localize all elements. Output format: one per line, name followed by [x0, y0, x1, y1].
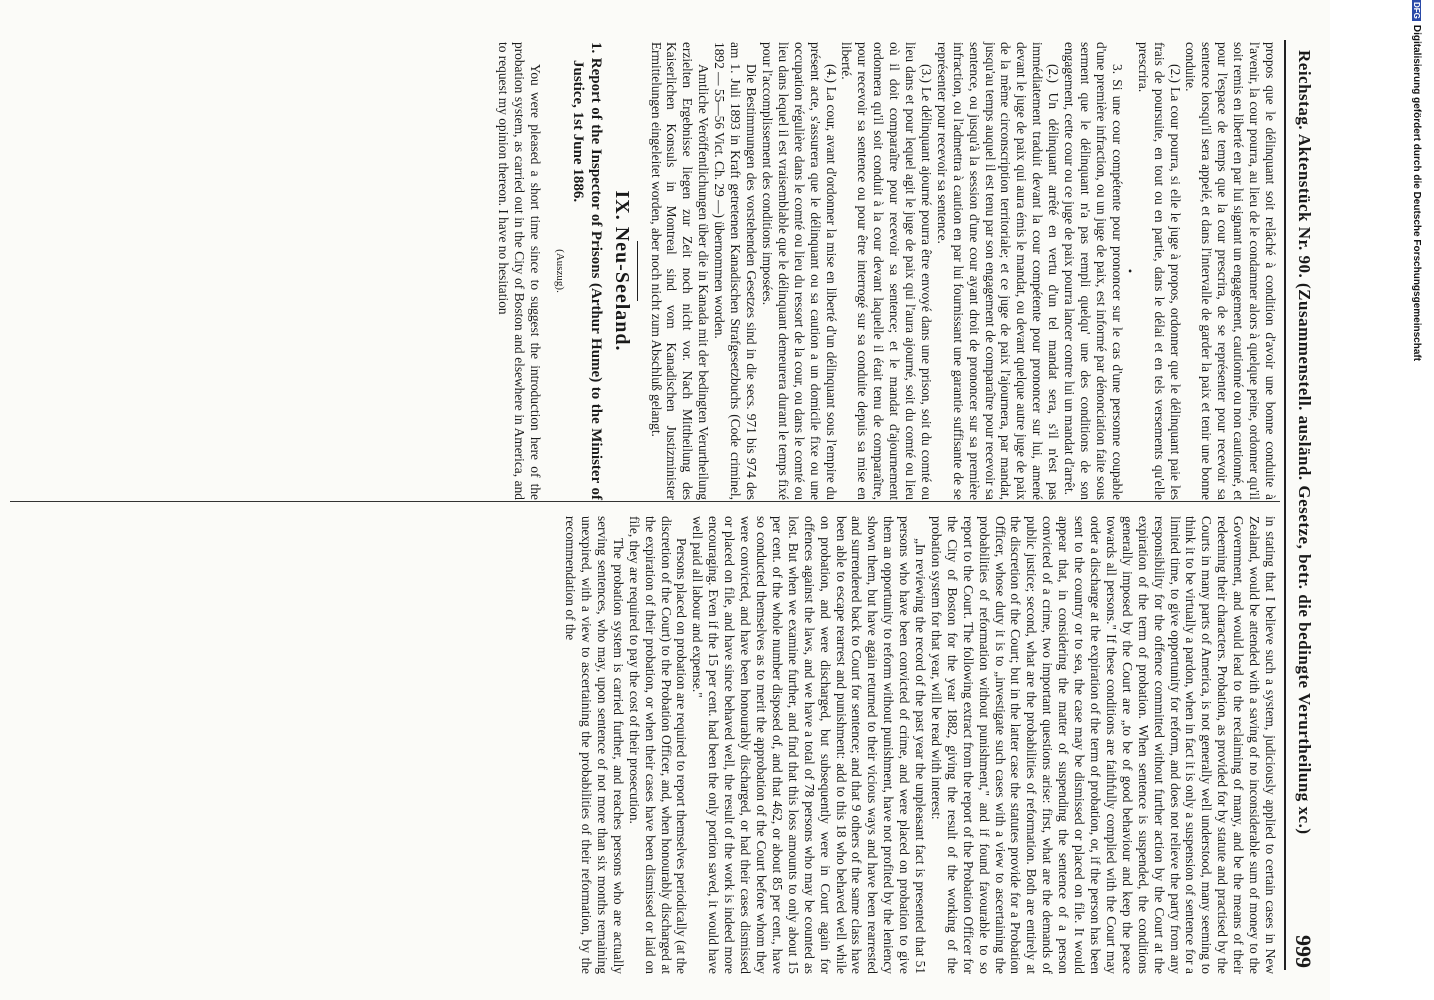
header-rule	[1284, 40, 1286, 970]
paragraph: You were pleased a short time since to suggest the introduction here of the probation system, as carried out in the City of Boston and elsewhere in America, and to request my opinion thereon. I have no hesitation	[496, 42, 543, 500]
paragraph: (4.) La cour, avant d'ordonner la mise en liberté d'un délinquant sous l'empire du présent acte, s'assurera que le délinquant ou sa caution a un domicile fixe ou une occupation régulière dans le comté ou lieu du ressort de la cour, ou dans le comté ou lieu dans lequel il est vraisemblable que le délinquant demeurera durant le temps fixé pour l'accomplissement des conditions imposées.	[759, 42, 839, 500]
paragraph: in stating that I believe such a system, judiciously applied to certain cases in New Zealand, would be attended with a saving of no inconsiderable sum of money to the Government, and would lead to the reclaiming of many, and be the means of their redeeming their characters. Probation, as provided for by statute and practised by the Courts in many parts of America, is not generally well understood, many seeming to think it to be virtually a pardon, when in fact it is only a suspension of sentence for a limited time, to give opportunity for reform, and does not relieve the party from any responsibility for the offence committed without further action by the Court at the expiration of the term of probation. When sentence is suspended, the conditions generally imposed by the Court are „to be of good behaviour and keep the peace towards all persons." If these conditions are faithfully complied with the Court may order a discharge at the expiration of the term of probation, or, if the person has been sent to the country or to sea, the case may be dismissed or placed on file. It would appear that, in considering the matter of suspending the sentence of a person convicted of a crime, two important questions arise: first, what are the demands of public justice; second, what are the probabilities of reformation. Both are entirely at the discretion of the Court; but in the latter case the statutes provide for a Probation Officer, whose duty it is to „investigate such cases with a view to ascertaining the probabilities of reformation without punishment," and if found favourable to so report to the Court. The following extract from the report of the Probation Officer for the City of Boston for the year 1882, giving the result of the working of the probation system for that year, will be read with interest:	[928, 516, 1278, 974]
separator-dot: •	[1122, 268, 1137, 274]
paragraph: Persons placed on probation are required to report themselves periodically (at the discretion of the Court) to the Probation Officer, and, when honourably discharged at the expiration of their probation, or when their cases have been dismissed or laid on file, they are required to pay the cost of their prosecution.	[626, 516, 690, 974]
paragraph: The probation system is carried further, and reaches persons who are actually serving sentences, who may, upon sentence of not more than six months remaining unexpired, with a view to ascertaining the probabilities of their reformation, by the recommendation of the	[563, 516, 626, 974]
paragraph: „In reviewing the record of the past year the unpleasant fact is presented that 51 persons who have been convicted of crime, and were placed on probation to give them an opportunity to reform without punishment, have not profited by the leniency shown them, but have again returned to their vicious ways and have been rearrested and surrendered back to Court for sentence; and that 9 others of the same class have been able to escape rearrest and punishment: add to this 18 who behaved well while on probation, and were discharged, but subsequently were in Court again for offences against the laws, and we have a total of 78 persons who may be counted as lost. But when we examine further, and find that this loss amounts to only about 15 per cent. of the whole number disposed of, and that 462, or about 85 per cent., have so conducted themselves as to merit the approbation of the Court before whom they were convicted, and have been honourably discharged, or had their cases dismissed or placed on file, and have since behaved well, the result of the work is indeed more encouraging. Even if the 15 per cent. had been the only portion saved, it would have well paid all labour and expense."	[690, 516, 929, 974]
page-number: 999	[1291, 935, 1316, 968]
left-column	[495, 42, 1278, 500]
report-title: 1. Report of the Inspector of Prisons (Arthur Hume) to the Minister of Justice, 1st June 1886.	[569, 42, 604, 500]
running-title: Reichstag. Aktenstück Nr. 90. (Zusammenstell. ausländ. Gesetze, betr. die bedingte Verurtheilung xc.)	[1295, 50, 1314, 835]
page-header	[1284, 0, 1318, 1000]
digitization-credit	[1400, 0, 1434, 1000]
paragraph: propos que le délinquant soit relâché à condition d'avoir une bonne conduite à l'avenir, la cour pourra, au lieu de le condamner alors à quelque peine, ordonner qu'il soit remis en liberté en par lui signant un engagement, cautionné ou non cautionné, et pour l'espace de temps que la cour prescrira, de se représenter pour recevoir sa sentence lorsqu'il sera appelé, et dans l'intervalle de garder la paix et tenir une bonne conduite.	[1183, 42, 1278, 500]
dfg-logo: DFG	[1412, 2, 1422, 19]
paragraph: (3.) Le délinquant ajourné pourra être envoyé dans une prison, soit du comté ou lieu dans et pour lequel agit le juge de paix qui l'aura ajourné, soit du comté ou lieu où il doit comparaître pour recevoir sa sentence; et le mandat d'ajournement ordonnera qu'il soit conduit à la cour devant laquelle il était tenu de comparaître, pour recevoir sa sentence ou pour être interrogé sur sa conduite depuis sa mise en liberté.	[839, 42, 934, 500]
paragraph: (2.) Un délinquant arrêté en vertu d'un tel mandat sera, s'il n'est pas immédiatement traduit devant la cour compétente pour prononcer sur lui, amené devant le juge de paix qui aura émis le mandat, ou devant quelque autre juge de paix de la même circonscription territoriale; et ce juge de paix l'ajournera, par mandat, jusqu'au temps auquel il est tenu par son engagement de comparaître pour recevoir sa sentence, ou jusqu'à la session d'une cour ayant droit de prononcer sur sa première infraction, ou l'admettra à caution en par lui fournissant une garantie suffisante de se représenter pour recevoir sa sentence.	[934, 42, 1062, 500]
section-rule	[637, 241, 638, 301]
paragraph: 3. Si une cour compétente pour prononcer sur le cas d'une personne coupable d'une première infraction, ou un juge de paix, est informé par dénonciation faite sous serment que le délinquant n'a pas rempli quelqu' une des conditions de son engagement, cette cour ou ce juge de paix pourra lancer contre lui un mandat d'arrêt.	[1062, 42, 1125, 500]
section-heading: IX. Neu-Seeland.	[610, 190, 633, 352]
right-column	[562, 516, 1278, 974]
paragraph: (2.) La cour pourra, si elle le juge à propos, ordonner que le délinquant paie les frais de poursuite, en tout ou en partie, dans le délai et en tels versements qu'elle prescrira.	[1135, 42, 1183, 500]
paragraph: Amtliche Veröffentlichungen über die in Kanada mit der bedingten Verurtheilung erzielten Ergebnisse liegen zur Zeit noch nicht vor. Nach Mittheilung des Kaiserlichen Konsuls in Montreal sind vom Kanadischen Justizminister Ermittelungen eingeleitet worden, aber noch nicht zum Abschluß gelangt.	[648, 42, 712, 500]
report-subtitle: (Auszug).	[553, 249, 566, 293]
paragraph: Die Bestimmungen des vorstehenden Gesetzes sind in die secs. 971 bis 974 des am 1. Juli 1893 in Kraft getretenen Kanadischen Strafgesetzbuchs (Code criminel, 1892 — 55—56 Vict. Ch. 29 —) übernommen worden.	[712, 42, 759, 500]
column-divider	[10, 501, 1280, 502]
credit-text: Digitalisierung gefördert durch die Deutsche Forschungsgemeinschaft	[1411, 24, 1422, 362]
